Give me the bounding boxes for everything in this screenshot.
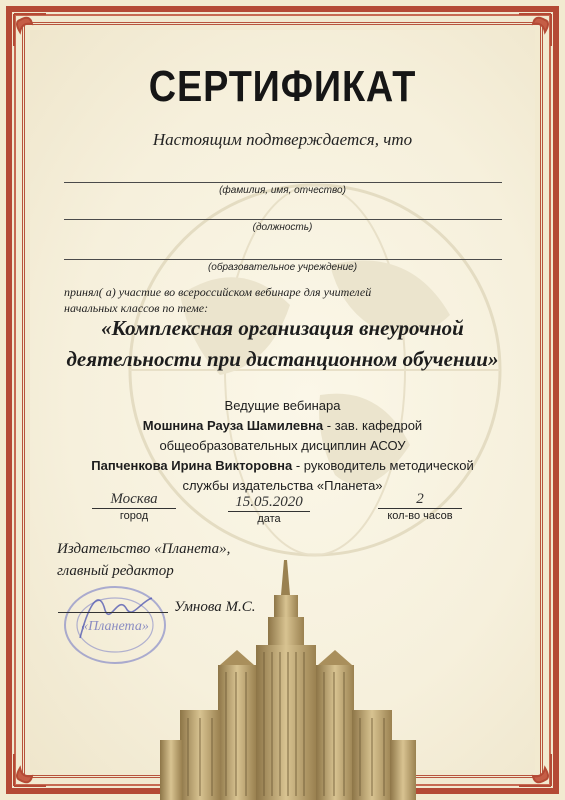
corner-ornament-icon [10, 10, 50, 50]
participation-line-2: начальных классов по теме: [64, 301, 209, 315]
webinar-topic [40, 313, 525, 375]
topic-line-2: деятельности при дистанционном обучении» [66, 347, 499, 371]
institution-line [64, 259, 502, 260]
date-label: дата [257, 513, 281, 525]
webinar-leaders [60, 396, 505, 496]
position-hint: (должность) [252, 222, 313, 233]
hours-field [378, 491, 462, 523]
publisher-line-2: главный редактор [57, 563, 174, 579]
city-value: Москва [110, 491, 158, 507]
city-label: город [119, 510, 149, 522]
participation-text [64, 284, 504, 316]
topic-line-1: «Комплексная организация внеурочной [101, 316, 464, 340]
hours-label: кол-во часов [387, 510, 453, 522]
stamp-text: «Планета» [81, 619, 149, 634]
corner-ornament-icon [515, 750, 555, 790]
corner-ornament-icon [515, 10, 555, 50]
signature-line [58, 612, 168, 613]
building-illustration-icon [160, 560, 450, 800]
leader-1-role-cont: общеобразовательных дисциплин АСОУ [159, 438, 406, 453]
leader-2-role-cont: службы издательства «Планета» [182, 478, 383, 493]
participation-line-1: принял( а) участие во всероссийском вебинаре для учителей [64, 285, 372, 299]
city-field [92, 491, 176, 523]
leader-2-role: - руководитель методической [292, 458, 474, 473]
leader-2-name: Папченкова Ирина Викторовна [91, 458, 293, 473]
certificate-title: СЕРТИФИКАТ [148, 62, 417, 111]
leaders-heading: Ведущие вебинара [224, 398, 341, 413]
publisher-stamp-icon [60, 580, 170, 670]
hours-value: 2 [416, 491, 424, 507]
position-line [64, 219, 502, 220]
leader-1-name: Мошнина Рауза Шамилевна [142, 418, 324, 433]
intro-text: Настоящим подтверждается, что [152, 130, 413, 149]
name-line [64, 182, 502, 183]
institution-hint: (образовательное учреждение) [207, 262, 358, 273]
corner-ornament-icon [10, 750, 50, 790]
leader-1-role: - зав. кафедрой [323, 418, 423, 433]
publisher-line-1: Издательство «Планета», [57, 541, 231, 557]
date-field [228, 494, 310, 526]
date-value: 15.05.2020 [235, 494, 303, 510]
signer-name: Умнова М.С. [174, 599, 256, 615]
name-hint: (фамилия, имя, отчество) [219, 185, 346, 196]
